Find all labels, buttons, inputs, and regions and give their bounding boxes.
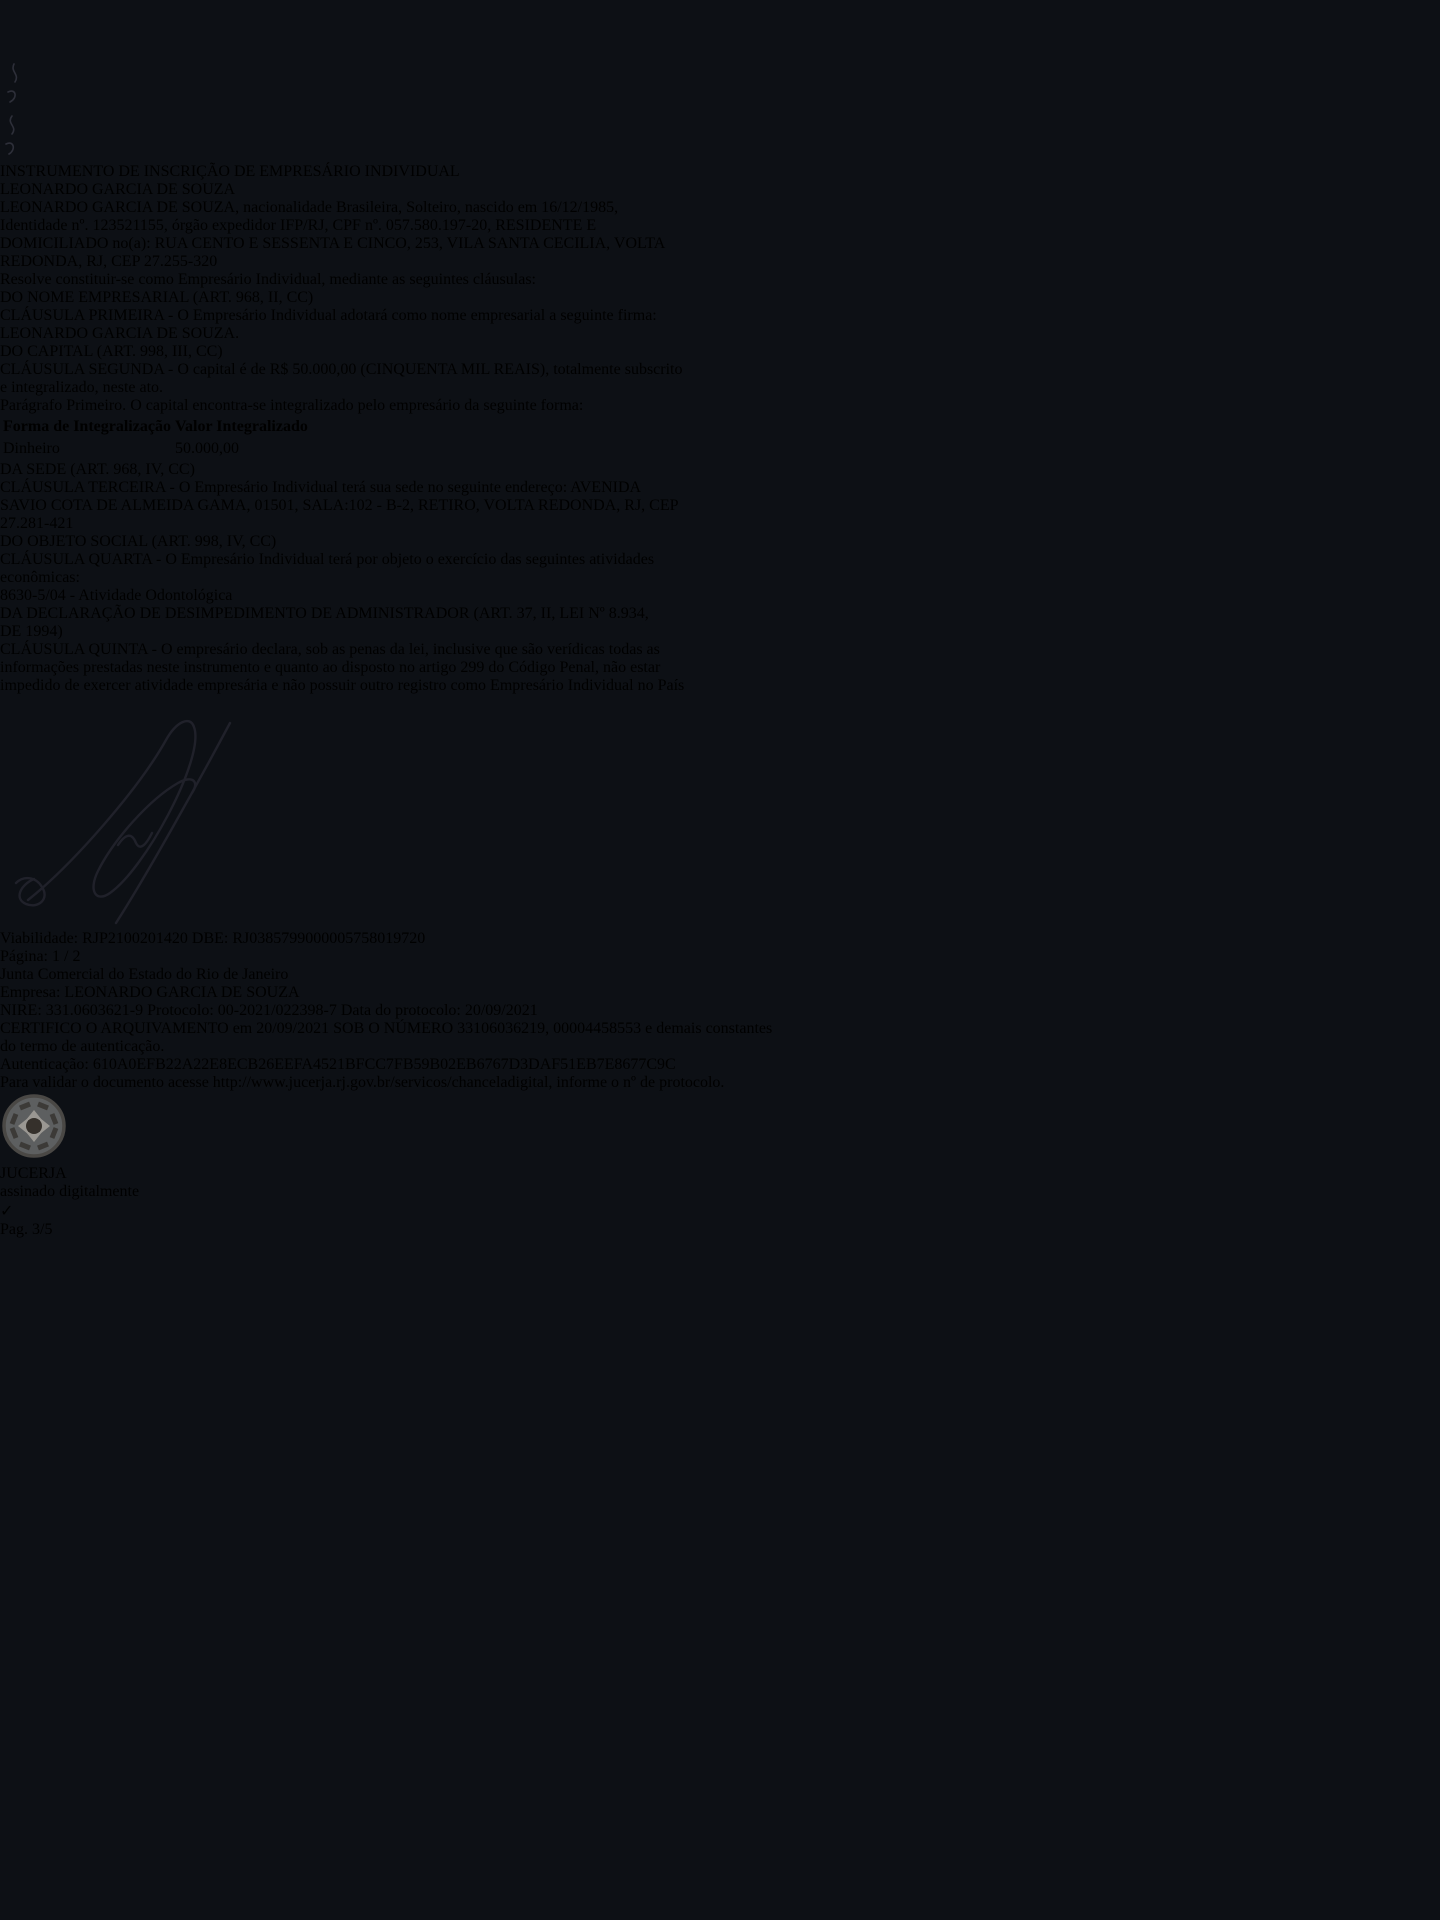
section-heading-declaracao: DA DECLARAÇÃO DE DESIMPEDIMENTO DE ADMINISTRADOR (ART. 37, II, LEI Nº 8.934, DE 1994) bbox=[0, 605, 649, 640]
stamp-certifico-line: CERTIFICO O ARQUIVAMENTO em 20/09/2021 SOB O NÚMERO 33106036219, 00004458553 e demais constantes bbox=[0, 1020, 773, 1037]
section-heading-nome: DO NOME EMPRESARIAL (ART. 968, II, CC) bbox=[0, 289, 314, 306]
jucerja-logo-text: JUCERJA bbox=[0, 1165, 67, 1182]
section-heading-sede: DA SEDE (ART. 968, IV, CC) bbox=[0, 461, 195, 478]
stamp-nire-line: NIRE: 331.0603621-9 Protocolo: 00-2021/022398-7 Data do protocolo: 20/09/2021 bbox=[0, 1002, 538, 1019]
resolve-line: Resolve constituir-se como Empresário Individual, mediante as seguintes cláusulas: bbox=[0, 271, 536, 288]
jucerja-logo-subtitle: assinado digitalmente bbox=[0, 1183, 140, 1200]
check-icon: ✓ bbox=[0, 1203, 14, 1220]
table-header-valor: Valor Integralizado bbox=[174, 418, 308, 435]
table-cell-forma: Dinheiro bbox=[3, 440, 60, 457]
page-number: Página: 1 / 2 bbox=[0, 948, 81, 965]
party-name: LEONARDO GARCIA DE SOUZA, bbox=[0, 199, 240, 216]
viability-reference: Viabilidade: RJP2100201420 DBE: RJ0385799000005758019720 bbox=[0, 930, 426, 947]
section-heading-objeto: DO OBJETO SOCIAL (ART. 998, IV, CC) bbox=[0, 533, 277, 550]
paragrafo-primeiro: Parágrafo Primeiro. O capital encontra-se integralizado pelo empresário da seguinte forma: bbox=[0, 397, 584, 414]
table-cell-valor: 50.000,00 bbox=[174, 440, 239, 457]
stamp-page-number: Pag. 3/5 bbox=[0, 1221, 53, 1238]
stamp-empresa-line: Empresa: LEONARDO GARCIA DE SOUZA bbox=[0, 984, 300, 1001]
section-heading-capital: DO CAPITAL (ART. 998, III, CC) bbox=[0, 343, 223, 360]
stamp-termo-line: do termo de autenticação. bbox=[0, 1038, 165, 1055]
clausula-primeira: CLÁUSULA PRIMEIRA - O Empresário Individual adotará como nome empresarial a seguinte firma: LEONARDO GARCIA DE SOUZA. bbox=[0, 307, 657, 342]
stamp-validar-line: Para validar o documento acesse http://www.jucerja.rj.gov.br/servicos/chanceladigital, informe o nº de protocolo. bbox=[0, 1074, 725, 1091]
clausula-quarta: CLÁUSULA QUARTA - O Empresário Individual terá por objeto o exercício das seguintes atividades econômicas: 8630-5/04 - Atividade Odontológica bbox=[0, 551, 1440, 605]
clausula-terceira: CLÁUSULA TERCEIRA - O Empresário Individual terá sua sede no seguinte endereço: AVENIDA SAVIO COTA DE ALMEIDA GAMA, 01501, SALA:102 - B-2, RETIRO, VOLTA REDONDA, RJ, CEP 27.281-421 bbox=[0, 479, 679, 532]
intro-paragraph: LEONARDO GARCIA DE SOUZA, nacionalidade Brasileira, Solteiro, nascido em 16/12/1985, Identidade nº. 123521155, órgão expedidor IFP/RJ, CPF nº. 057.580.197-20, RESIDENTE E DOMICILIADO no(a): RUA CENTO E SESSENTA E CINCO, 253, VILA SANTA CECILIA, VOLTA REDONDA, RJ, CEP 27.255-320 bbox=[0, 199, 666, 270]
stamp-junta-line: Junta Comercial do Estado do Rio de Janeiro bbox=[0, 966, 289, 983]
atividade-line: 8630-5/04 - Atividade Odontológica bbox=[0, 587, 233, 604]
title-line-1: INSTRUMENTO DE INSCRIÇÃO DE EMPRESÁRIO INDIVIDUAL bbox=[0, 163, 460, 180]
clausula-quinta: CLÁUSULA QUINTA - O empresário declara, sob as penas da lei, inclusive que são verídicas todas as informações prestadas neste instrumento e quanto ao disposto no artigo 299 do Código Penal, não estar impedido de exercer atividade empresária e não possuir outro registro como Empresário Individual no País bbox=[0, 641, 685, 694]
ink-dot bbox=[0, 55, 3, 58]
stamp-autenticacao-line: Autenticação: 610A0EFB22A22E8ECB26EEFA4521BFCC7FB59B02EB6767D3DAF51EB7E8677C9C bbox=[0, 1056, 676, 1073]
title-line-2: LEONARDO GARCIA DE SOUZA bbox=[0, 181, 236, 198]
clausula-segunda: CLÁUSULA SEGUNDA - O capital é de R$ 50.000,00 (CINQUENTA MIL REAIS), totalmente subscrito e integralizado, neste ato. bbox=[0, 361, 683, 396]
ink-bleedthrough bbox=[0, 33, 260, 51]
table-header-forma: Forma de Integralização bbox=[3, 418, 171, 435]
